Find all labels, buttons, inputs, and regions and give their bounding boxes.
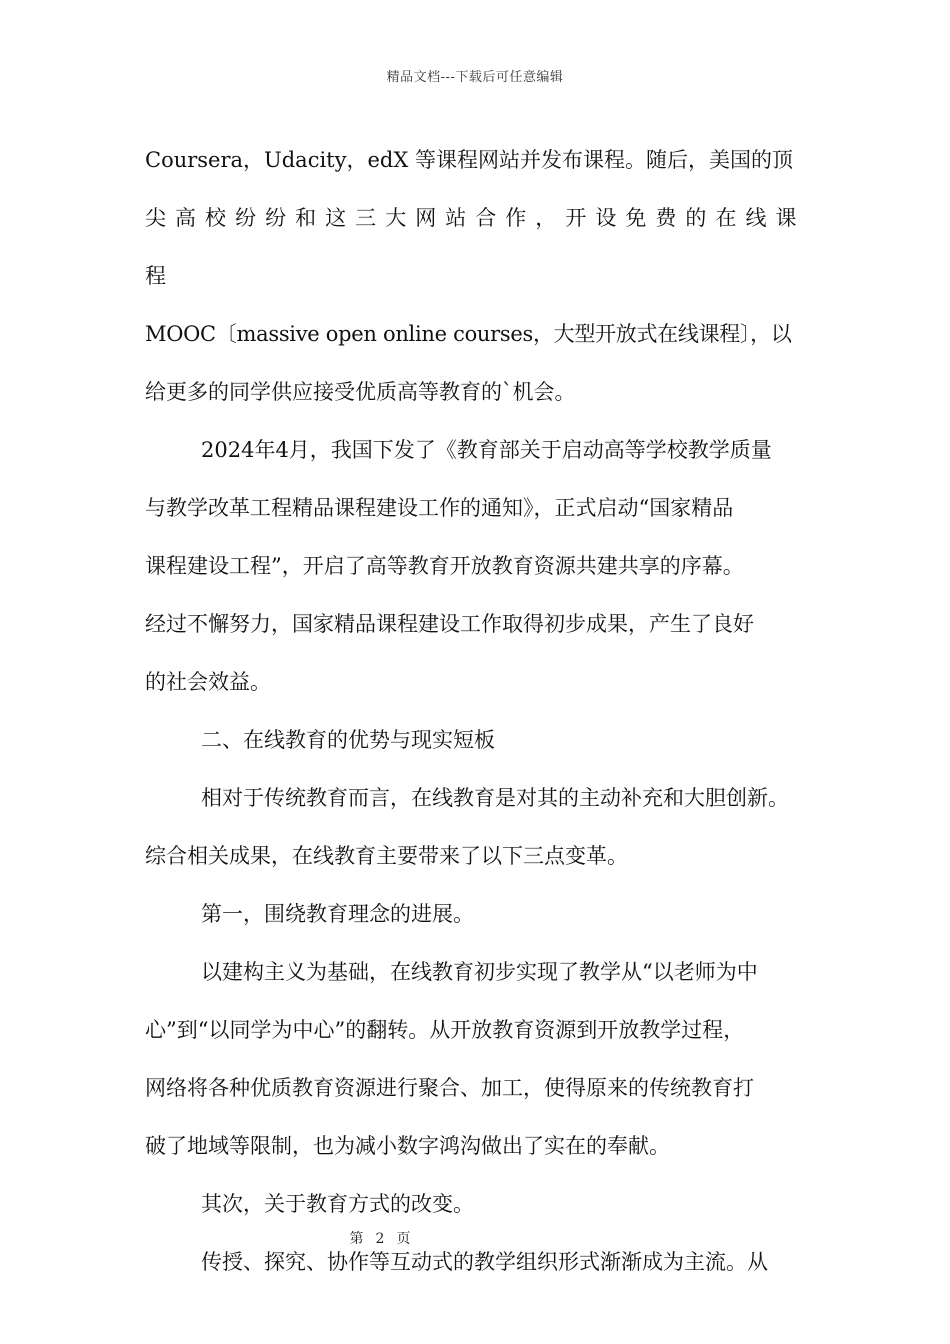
document-body <box>145 131 805 1291</box>
page-number: 2 <box>375 1231 385 1247</box>
text-line: 第一，围绕教育理念的进展。 <box>201 902 474 926</box>
paragraph-4 <box>145 885 805 943</box>
text-line: 尖高校纷纷和这三大网站合作，开设免费的在线课程 <box>145 206 805 288</box>
footer-prefix: 第 <box>349 1231 364 1247</box>
text-line: 与教学改革工程精品课程建设工作的通知》，正式启动“国家精品 <box>145 496 734 520</box>
text-line: 其次，关于教育方式的改变。 <box>201 1192 474 1216</box>
text-line: 相对于传统教育而言，在线教育是对其的主动补充和大胆创新。 <box>201 786 789 810</box>
paragraph-6 <box>145 1175 805 1233</box>
paragraph-2 <box>145 421 805 711</box>
text-line: 破了地域等限制，也为减小数字鸿沟做出了实在的奉献。 <box>145 1134 670 1158</box>
text-line: 给更多的同学供应接受优质高等教育的`机会。 <box>145 380 576 404</box>
paragraph-5 <box>145 943 805 1175</box>
text-line: 心”到“以同学为中心”的翻转。从开放教育资源到开放教学过程， <box>145 1018 745 1042</box>
text-line: 的社会效益。 <box>145 670 271 694</box>
text-line: 传授、探究、协作等互动式的教学组织形式渐渐成为主流。从 <box>201 1250 768 1274</box>
text-line: 以建构主义为基础，在线教育初步实现了教学从“以老师为中 <box>201 960 758 984</box>
text-line: 二、在线教育的优势与现实短板 <box>201 728 495 752</box>
text-line: 2024年4月，我国下发了《教育部关于启动高等学校教学质量 <box>201 438 772 462</box>
paragraph-1 <box>145 131 805 421</box>
text-line: Coursera，Udacity，edX 等课程网站并发布课程。随后，美国的顶 <box>145 148 793 172</box>
text-line: 网络将各种优质教育资源进行聚合、加工，使得原来的传统教育打 <box>145 1076 754 1100</box>
text-line: 经过不懈努力，国家精品课程建设工作取得初步成果，产生了良好 <box>145 612 754 636</box>
section-heading <box>145 711 805 769</box>
text-line: MOOC〔massive open online courses，大型开放式在线课程〕，以 <box>145 322 792 346</box>
page-footer <box>0 1228 760 1248</box>
footer-suffix: 页 <box>396 1231 411 1247</box>
text-line: 课程建设工程”，开启了高等教育开放教育资源共建共享的序幕。 <box>145 554 744 578</box>
text-line: 综合相关成果，在线教育主要带来了以下三点变革。 <box>145 844 628 868</box>
paragraph-3 <box>145 769 805 885</box>
page-header: 精品文档---下载后可任意编辑 <box>386 70 564 85</box>
